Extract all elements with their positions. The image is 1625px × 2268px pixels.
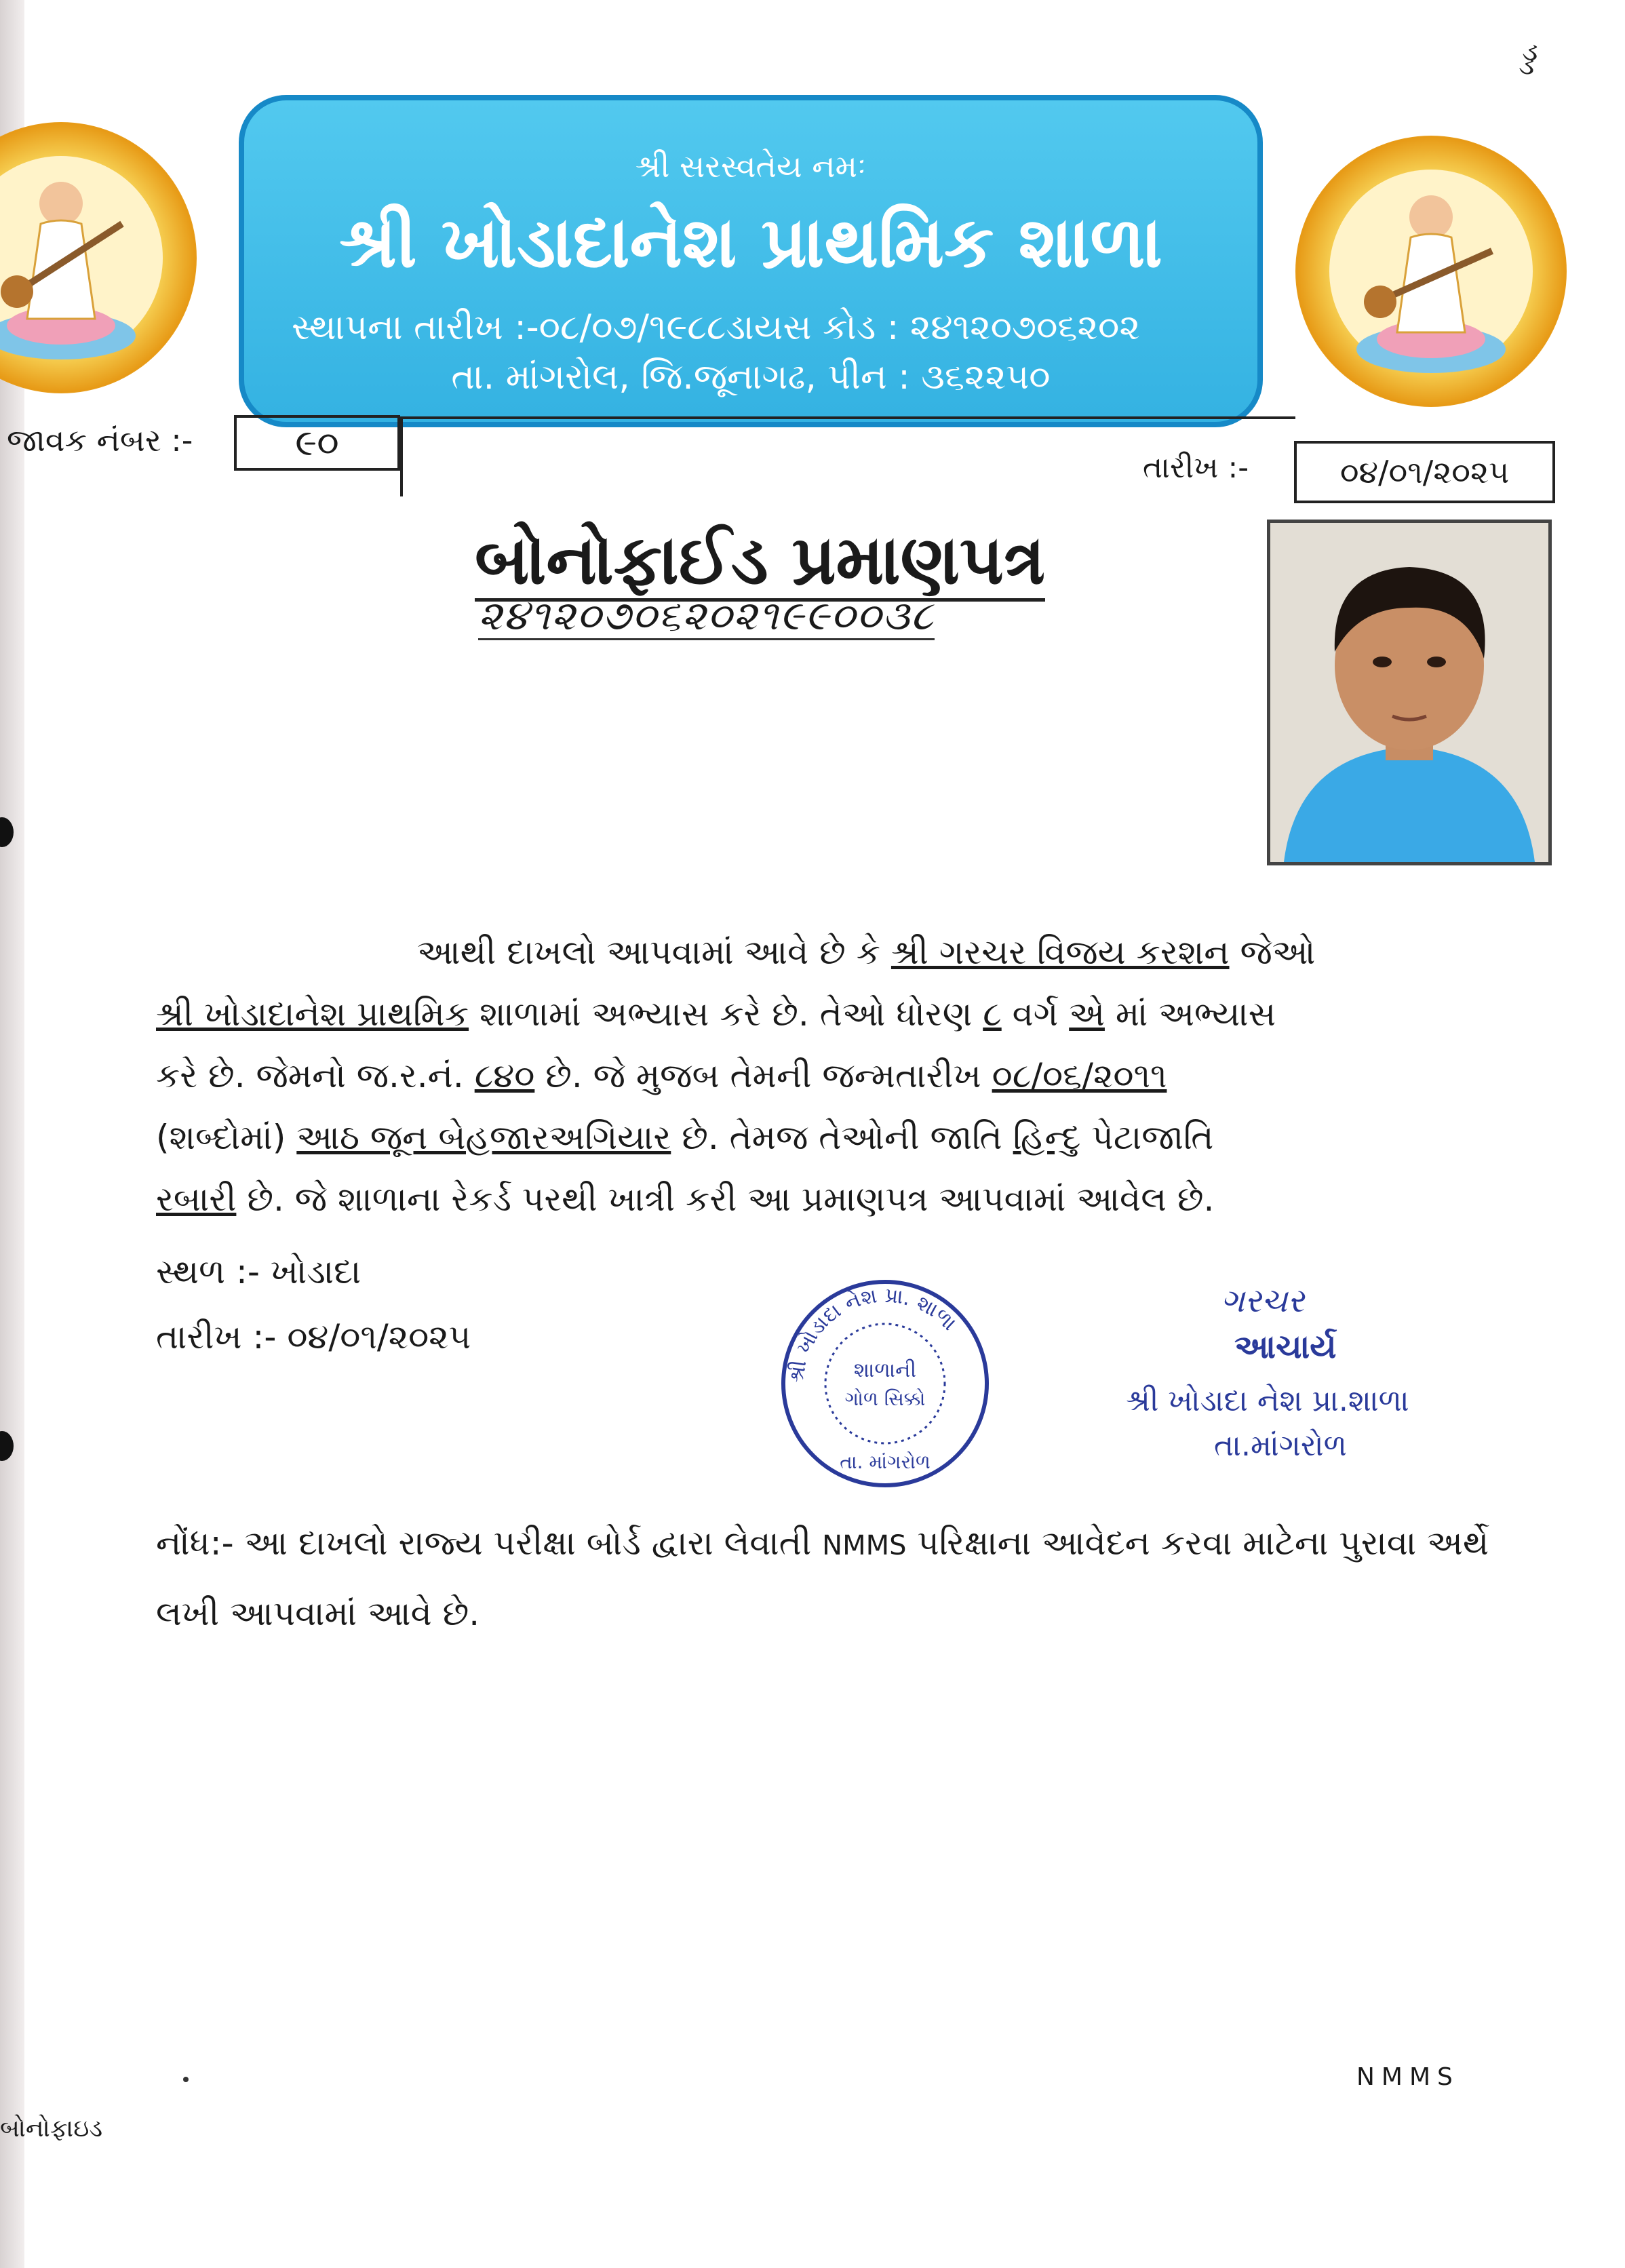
body-text: છે. તેમજ તેઓની જાતિ bbox=[682, 1118, 1002, 1157]
body-line-1 bbox=[156, 933, 1506, 973]
body-text: આથી દાખલો આપવામાં આવે છે કે bbox=[417, 933, 881, 972]
svg-text:તા. માંગરોળ: તા. માંગરોળ bbox=[840, 1451, 931, 1473]
saraswati-emblem-right bbox=[1295, 136, 1567, 407]
principal-school: શ્રી ખોડાદા નેશ પ્રા.શાળા bbox=[1126, 1384, 1409, 1418]
body-text: છે. જે મુજબ તેમની જન્મતારીખ bbox=[545, 1056, 981, 1095]
svg-text:ગોળ સિક્કો: ગોળ સિક્કો bbox=[844, 1388, 926, 1410]
spine-label: બોનોફાઇડ bbox=[0, 2115, 103, 2143]
principal-taluka: તા.માંગરોળ bbox=[1214, 1428, 1347, 1463]
svg-text:શ્રી ખોડાદા નેશ પ્રા. શાળા: શ્રી ખોડાદા નેશ પ્રા. શાળા bbox=[785, 1283, 962, 1385]
body-line-5 bbox=[156, 1179, 1506, 1219]
school-name: શ્રી ખોડાદાનેશ પ્રાથમિક શાળા bbox=[339, 201, 1162, 284]
establishment-line: સ્થાપના તારીખ :-૦૮/૦૭/૧૯૮૮ડાયસ કોડ : ૨૪૧૨૦૭૦૬૨૦૨ bbox=[292, 307, 1140, 348]
note-text: પરિક્ષાના આવેદન કરવા માટેના પુરાવા અર્થે લખી આપવામાં આવે છે. bbox=[156, 1523, 1489, 1633]
certificate-number: ૨૪૧૨૦૭૦૬૨૦૨૧૯૯૦૦૩૮ bbox=[478, 592, 935, 640]
body-text: માં અભ્યાસ bbox=[1115, 994, 1276, 1034]
saraswati-icon bbox=[1295, 136, 1567, 407]
religion-value: હિન્દુ bbox=[1013, 1118, 1081, 1157]
body-text: છે. જે શાળાના રેકર્ડ પરથી ખાત્રી કરી આ પ્રમાણપત્ર આપવામાં આવેલ છે. bbox=[247, 1179, 1215, 1219]
division-value: એ bbox=[1069, 994, 1105, 1034]
stamp-seal-icon bbox=[777, 1275, 994, 1492]
student-portrait-icon bbox=[1270, 523, 1548, 862]
outward-number-label: જાવક નંબર :- bbox=[7, 422, 193, 458]
body-line-3 bbox=[156, 1056, 1506, 1096]
body-text: વર્ગ bbox=[1012, 994, 1059, 1034]
body-line-4 bbox=[156, 1118, 1506, 1158]
issue-date-label: તારીખ :- bbox=[1143, 450, 1249, 485]
body-text: શાળામાં અભ્યાસ કરે છે. તેઓ ધોરણ bbox=[479, 994, 973, 1034]
date-of-birth: ૦૮/૦૬/૨૦૧૧ bbox=[992, 1056, 1167, 1095]
principal-title: આચાર્ય bbox=[1234, 1328, 1337, 1366]
saraswati-icon bbox=[0, 122, 197, 393]
stray-mark bbox=[183, 2077, 189, 2082]
note-paragraph bbox=[156, 1509, 1519, 1647]
outward-number: ૯૦ bbox=[234, 415, 400, 471]
student-name: શ્રી ગરચર વિજય કરશન bbox=[890, 933, 1230, 972]
note-label: નોંધ:- bbox=[156, 1523, 234, 1563]
exam-name: NMMS bbox=[822, 1530, 907, 1561]
school-name-inline: શ્રી ખોડાદાનેશ પ્રાથમિક bbox=[156, 994, 469, 1034]
body-text: પેટાજાતિ bbox=[1091, 1118, 1214, 1157]
invocation-text: શ્રી સરસ્વતેય નમઃ bbox=[635, 148, 867, 184]
principal-signature: ગરચર bbox=[1221, 1282, 1305, 1320]
gr-number: ૮૪૦ bbox=[474, 1056, 535, 1095]
school-round-stamp bbox=[777, 1275, 994, 1492]
body-line-2 bbox=[156, 994, 1506, 1034]
page-number: ડ્ડ bbox=[1519, 35, 1536, 73]
school-address: તા. માંગરોલ, જિ.જૂનાગઢ, પીન : ૩૬૨૨૫૦ bbox=[451, 357, 1051, 397]
footer-code: NMMS bbox=[1356, 2063, 1460, 2091]
student-photo bbox=[1267, 520, 1552, 865]
signing-date: તારીખ :- ૦૪/૦૧/૨૦૨૫ bbox=[156, 1317, 471, 1356]
body-text: (શબ્દોમાં) bbox=[156, 1118, 286, 1157]
school-header-banner bbox=[239, 95, 1263, 427]
place-line: સ્થળ :- ખોડાદા bbox=[156, 1252, 361, 1291]
standard-value: ૮ bbox=[983, 994, 1002, 1034]
svg-text:શાળાની: શાળાની bbox=[853, 1358, 917, 1382]
date-of-birth-words: આઠ જૂન બેહજારઅગિયાર bbox=[296, 1118, 671, 1157]
saraswati-emblem-left bbox=[0, 122, 197, 393]
subcaste-value: રબારી bbox=[156, 1179, 237, 1219]
body-text: કરે છે. જેમનો જ.ર.નં. bbox=[156, 1056, 464, 1095]
certificate-title: બોનોફાઈડ પ્રમાણપત્ર bbox=[475, 522, 1045, 602]
body-text: જેઓ bbox=[1240, 933, 1316, 972]
note-text: આ દાખલો રાજ્ય પરીક્ષા બોર્ડ દ્વારા લેવાતી bbox=[244, 1523, 812, 1563]
issue-date: ૦૪/૦૧/૨૦૨૫ bbox=[1294, 441, 1555, 503]
